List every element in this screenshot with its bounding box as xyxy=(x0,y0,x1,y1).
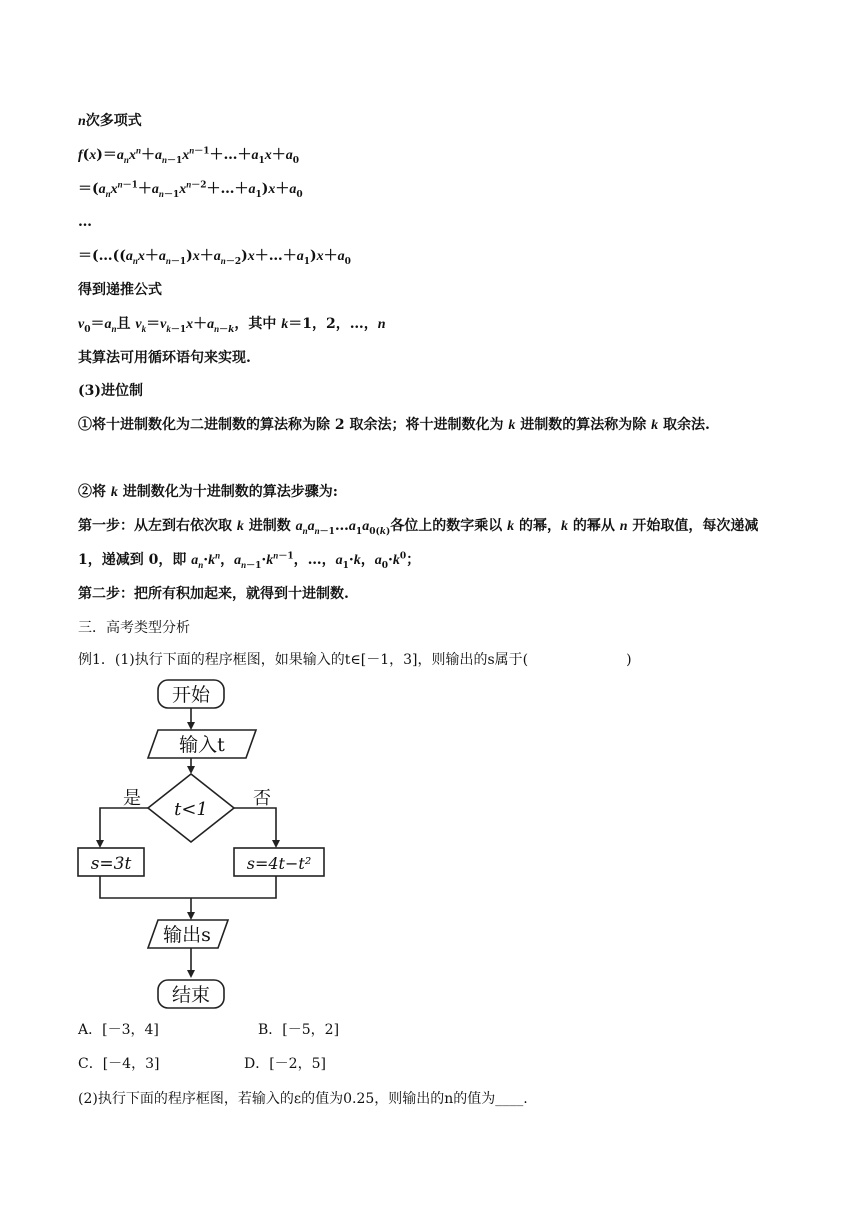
formula-3: $=(\dots((a_nx+a_{n-1})x+a_{n-2})x+\dots+a_1)x+a_0$ xyxy=(78,248,351,267)
formula-1: $f(x)=a_nx^n+a_{n-1}x^{n-1}+\dots+a_1x+a_0$ xyxy=(78,145,300,166)
formula-2: $=(a_nx^{n-1}+a_{n-1}x^{n-2}+\dots+a_1)x+a_0$ xyxy=(78,179,303,200)
flowchart-no-label: 否 xyxy=(253,788,271,809)
ellipsis: … xyxy=(78,214,92,230)
option-b: B．[－5，2] xyxy=(258,1022,340,1038)
poly-intro: n次多项式 xyxy=(78,113,142,129)
base-item-1: ①将十进制数化为二进制数的算法称为除 2 取余法；将十进制数化为 k 进制数的算法称为除 k 取余法. xyxy=(78,417,710,433)
option-d: D．[－2，5] xyxy=(244,1056,326,1072)
option-c: C．[－4，3] xyxy=(78,1056,160,1072)
flowchart xyxy=(76,678,336,1014)
flowchart-left-process-label: s=3t xyxy=(90,854,132,874)
recurrence-intro: 得到递推公式 xyxy=(78,282,162,298)
step-1-line-2: 1，递减到 0，即 $a_n\cdot k^n$，$a_{n-1}\cdot k^{n-1}$，…，$a_1\cdot k$，$a_0\cdot k^0$； xyxy=(78,550,421,571)
flowchart-output-label: 输出s xyxy=(163,924,211,946)
step-2: 第二步：把所有积加起来，就得到十进制数. xyxy=(78,586,349,602)
step-1-line-1: 第一步：从左到右依次取 k 进制数 $a_na_{n-1}\dots a_1a_{0(k)}$各位上的数字乘以 k 的幂，k 的幂从 n 开始取值，每次递减 xyxy=(78,518,759,537)
base-item-2: ②将 k 进制数化为十进制数的算法步骤为: xyxy=(78,484,338,500)
flowchart-input-label: 输入t xyxy=(179,734,225,756)
base-title: (3)进位制 xyxy=(78,383,143,399)
loop-note: 其算法可用循环语句来实现. xyxy=(78,350,251,366)
section-title: 三．高考类型分析 xyxy=(78,620,190,636)
flowchart-yes-label: 是 xyxy=(123,788,141,809)
flowchart-condition-label: t<1 xyxy=(174,799,208,820)
flowchart-start-label: 开始 xyxy=(171,684,211,706)
recurrence-formula: $v_0=a_n$且 $v_k=v_{k-1}x+a_{n-k}$，其中 k＝1，2，…，n xyxy=(78,316,386,335)
example-1-question-2: (2)执行下面的程序框图，若输入的ε的值为0.25，则输出的n的值为____. xyxy=(78,1091,528,1107)
example-1-question-1: 例1．(1)执行下面的程序框图，如果输入的t∈[－1，3]，则输出的s属于( ) xyxy=(78,652,632,668)
option-a: A．[－3，4] xyxy=(78,1022,159,1038)
flowchart-end-label: 结束 xyxy=(171,984,211,1006)
flowchart-right-process-label: s=4t−t² xyxy=(246,854,312,873)
